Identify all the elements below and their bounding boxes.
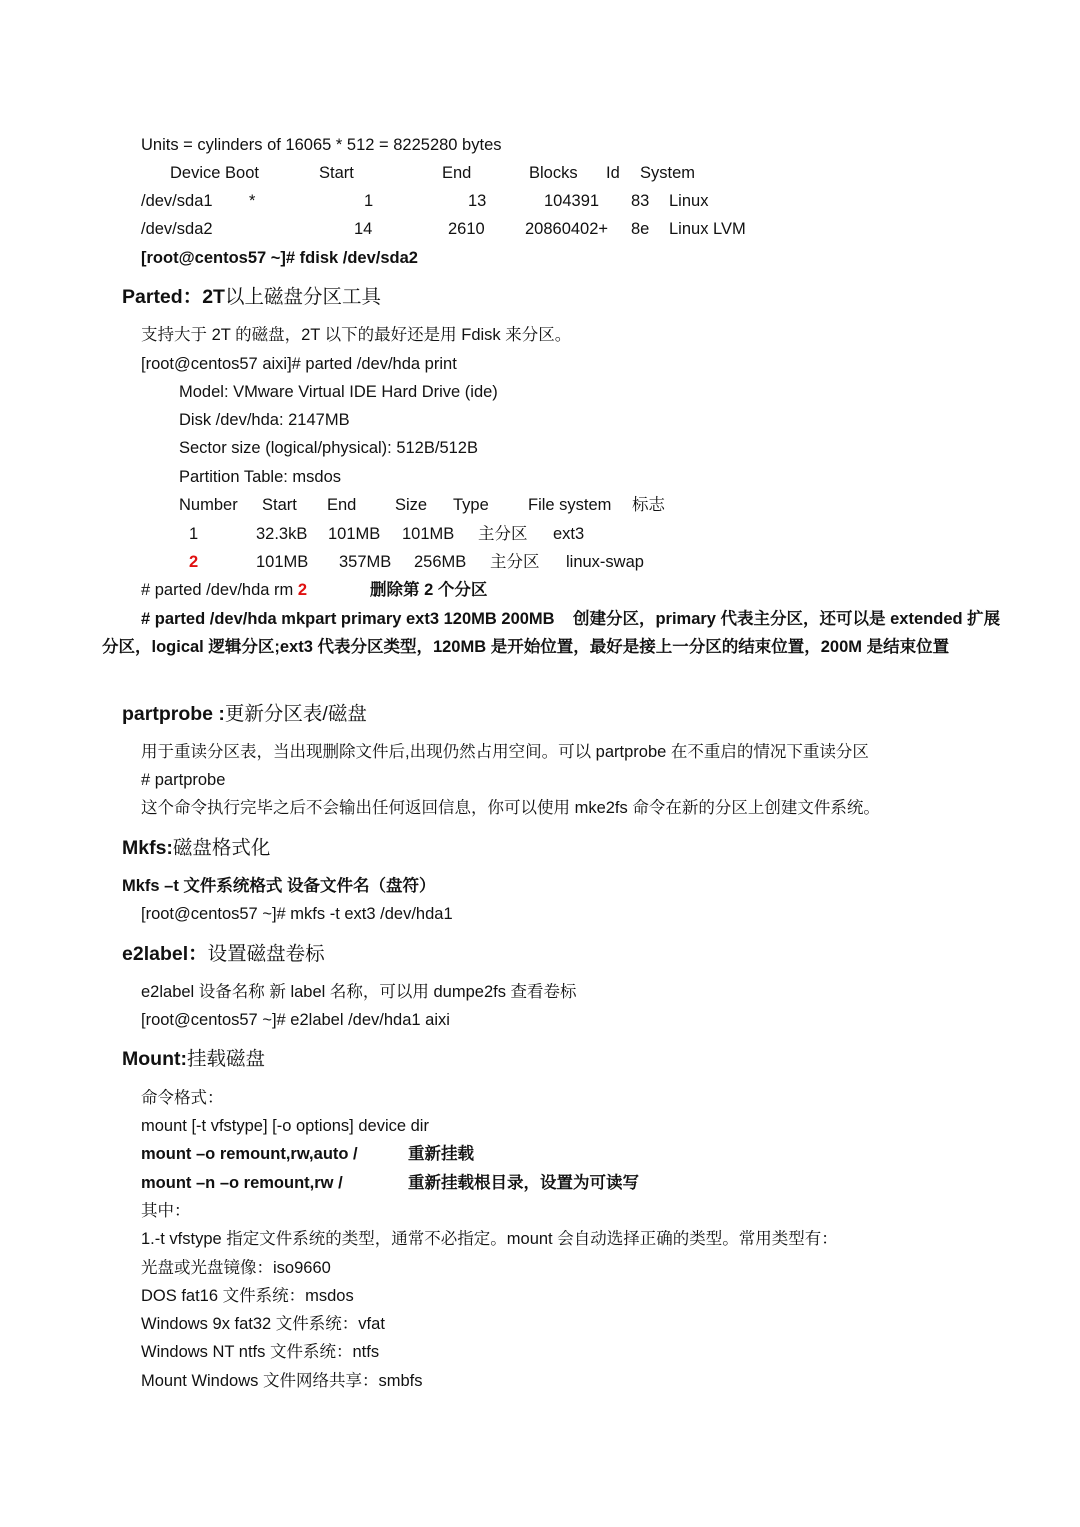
fdisk-table-header [0,163,1080,183]
mount-type-ntfs: Windows NT ntfs 文件系统：ntfs [141,1343,380,1361]
fdisk-col-blocks: Blocks [529,164,578,182]
fdisk-col-end: End [442,164,472,182]
parted-heading [122,285,381,309]
parted-rm-command [141,580,307,600]
parted-heading-rest: 以上磁盘分区工具 [224,286,381,308]
partprobe-note: 这个命令执行完毕之后不会输出任何返回信息，你可以使用 mke2fs 命令在新的分区上创建文件系统。 [141,799,880,817]
mkfs-example: [root@centos57 ~]# mkfs -t ext3 /dev/hda1 [141,905,453,923]
parted-rm-line [0,580,1080,600]
mount-example-line [0,1144,1080,1164]
fdisk-cell-start: 14 [354,220,373,238]
fdisk-cell-device: /dev/sda2 [141,220,213,238]
mount-heading-bold: Mount: [122,1048,187,1070]
fdisk-cell-blocks: 20860402+ [525,220,609,238]
partprobe-command: # partprobe [141,771,226,789]
fdisk-cell-id: 83 [631,192,650,210]
fdisk-cell-end: 13 [468,192,487,210]
fdisk-units-line: Units = cylinders of 16065 * 512 = 8225280 bytes [141,136,502,154]
mount-example-description: 重新挂载 [408,1145,474,1163]
mount-example-command: mount –n –o remount,rw / [141,1174,343,1192]
fdisk-cell-device: /dev/sda1 [141,192,213,210]
mount-syntax: mount [-t vfstype] [-o options] device dir [141,1117,429,1135]
parted-model: Model: VMware Virtual IDE Hard Drive (ide) [179,383,498,401]
parted-disk: Disk /dev/hda: 2147MB [179,411,350,429]
parted-cell-size: 101MB [402,525,455,543]
parted-cell-start: 32.3kB [256,525,308,543]
parted-mkpart-command: # parted /dev/hda mkpart primary ext3 120MB 200MB [141,610,555,628]
fdisk-col-system: System [640,164,696,182]
e2label-heading-rest: 设置磁盘卷标 [207,943,325,965]
fdisk-table-row [0,219,1080,239]
fdisk-table-row [0,191,1080,211]
fdisk-cell-id: 8e [631,220,650,238]
parted-cell-type: 主分区 [490,553,540,571]
fdisk-cell-system: Linux [669,192,709,210]
parted-heading-bold: Parted：2T [122,286,225,308]
parted-rm-command-text: # parted /dev/hda rm [141,581,298,599]
parted-cell-number: 1 [189,525,199,543]
fdisk-col-start: Start [319,164,354,182]
parted-cell-type: 主分区 [478,525,528,543]
parted-table-row [0,552,1080,572]
fdisk-cell-boot: * [249,192,256,210]
parted-table-header [0,495,1080,515]
parted-cell-file-system: ext3 [553,525,585,543]
mount-heading [122,1047,265,1071]
mount-type-iso9660: 光盘或光盘镜像：iso9660 [141,1259,331,1277]
mount-example-description: 重新挂载根目录，设置为可读写 [408,1174,639,1192]
parted-print-command: [root@centos57 aixi]# parted /dev/hda print [141,355,457,373]
parted-col-size: Size [395,496,428,514]
mount-heading-rest: 挂载磁盘 [186,1048,265,1070]
mkfs-heading [122,836,270,860]
parted-cell-start: 101MB [256,553,309,571]
fdisk-command: [root@centos57 ~]# fdisk /dev/sda2 [141,249,418,267]
parted-rm-number: 2 [297,581,308,599]
fdisk-cell-start: 1 [364,192,374,210]
e2label-syntax: e2label 设备名称 新 label 名称，可以用 dumpe2fs 查看卷标 [141,983,577,1001]
mkfs-heading-rest: 磁盘格式化 [172,837,271,859]
parted-cell-end: 357MB [339,553,392,571]
mount-where-label: 其中： [141,1202,191,1220]
fdisk-cell-end: 2610 [448,220,485,238]
parted-mkpart-description: 创建分区，primary 代表主分区，还可以是 extended 扩展分区，logical 逻辑分区;ext3 代表分区类型，120MB 是开始位置，最好是接上一分区的结束位置，200M 是结束位置 [102,610,1001,657]
parted-col-end: End [327,496,357,514]
mount-type-msdos: DOS fat16 文件系统：msdos [141,1287,354,1305]
parted-col-type: Type [453,496,489,514]
partprobe-description: 用于重读分区表，当出现删除文件后,出现仍然占用空间。可以 partprobe 在不重启的情况下重读分区 [141,743,869,761]
parted-cell-file-system: linux-swap [566,553,644,571]
parted-col-flags: 标志 [632,496,665,514]
mount-type-smbfs: Mount Windows 文件网络共享：smbfs [141,1372,423,1390]
mount-type-vfat: Windows 9x fat32 文件系统：vfat [141,1315,385,1333]
mount-format-label: 命令格式： [141,1089,224,1107]
parted-description: 支持大于 2T 的磁盘，2T 以下的最好还是用 Fdisk 来分区。 [141,326,572,344]
mount-example-command: mount –o remount,rw,auto / [141,1145,358,1163]
e2label-example: [root@centos57 ~]# e2label /dev/hda1 aixi [141,1011,450,1029]
partprobe-heading-bold: partprobe : [122,703,225,725]
fdisk-col-id: Id [606,164,620,182]
parted-cell-end: 101MB [328,525,381,543]
parted-mkpart-paragraph [102,605,1002,662]
parted-table-row [0,524,1080,544]
parted-cell-number: 2 [189,553,199,571]
parted-partition-table: Partition Table: msdos [179,468,342,486]
mkfs-heading-bold: Mkfs: [122,837,173,859]
parted-col-file-system: File system [528,496,612,514]
fdisk-cell-system: Linux LVM [669,220,746,238]
mkfs-syntax: Mkfs –t 文件系统格式 设备文件名（盘符） [122,877,436,895]
mount-example-line [0,1173,1080,1193]
parted-rm-description: 删除第 2 个分区 [370,581,488,599]
fdisk-col-device-boot: Device Boot [170,164,259,182]
e2label-heading [122,942,325,966]
fdisk-cell-blocks: 104391 [544,192,600,210]
e2label-heading-bold: e2label： [122,943,208,965]
partprobe-heading-rest: 更新分区表/磁盘 [224,703,367,725]
parted-col-number: Number [179,496,238,514]
parted-col-start: Start [262,496,297,514]
parted-cell-size: 256MB [414,553,467,571]
parted-sector-size: Sector size (logical/physical): 512B/512B [179,439,478,457]
mount-vfstype-item: 1.-t vfstype 指定文件系统的类型，通常不必指定。mount 会自动选择正确的类型。常用类型有： [141,1230,838,1248]
partprobe-heading [122,702,367,726]
